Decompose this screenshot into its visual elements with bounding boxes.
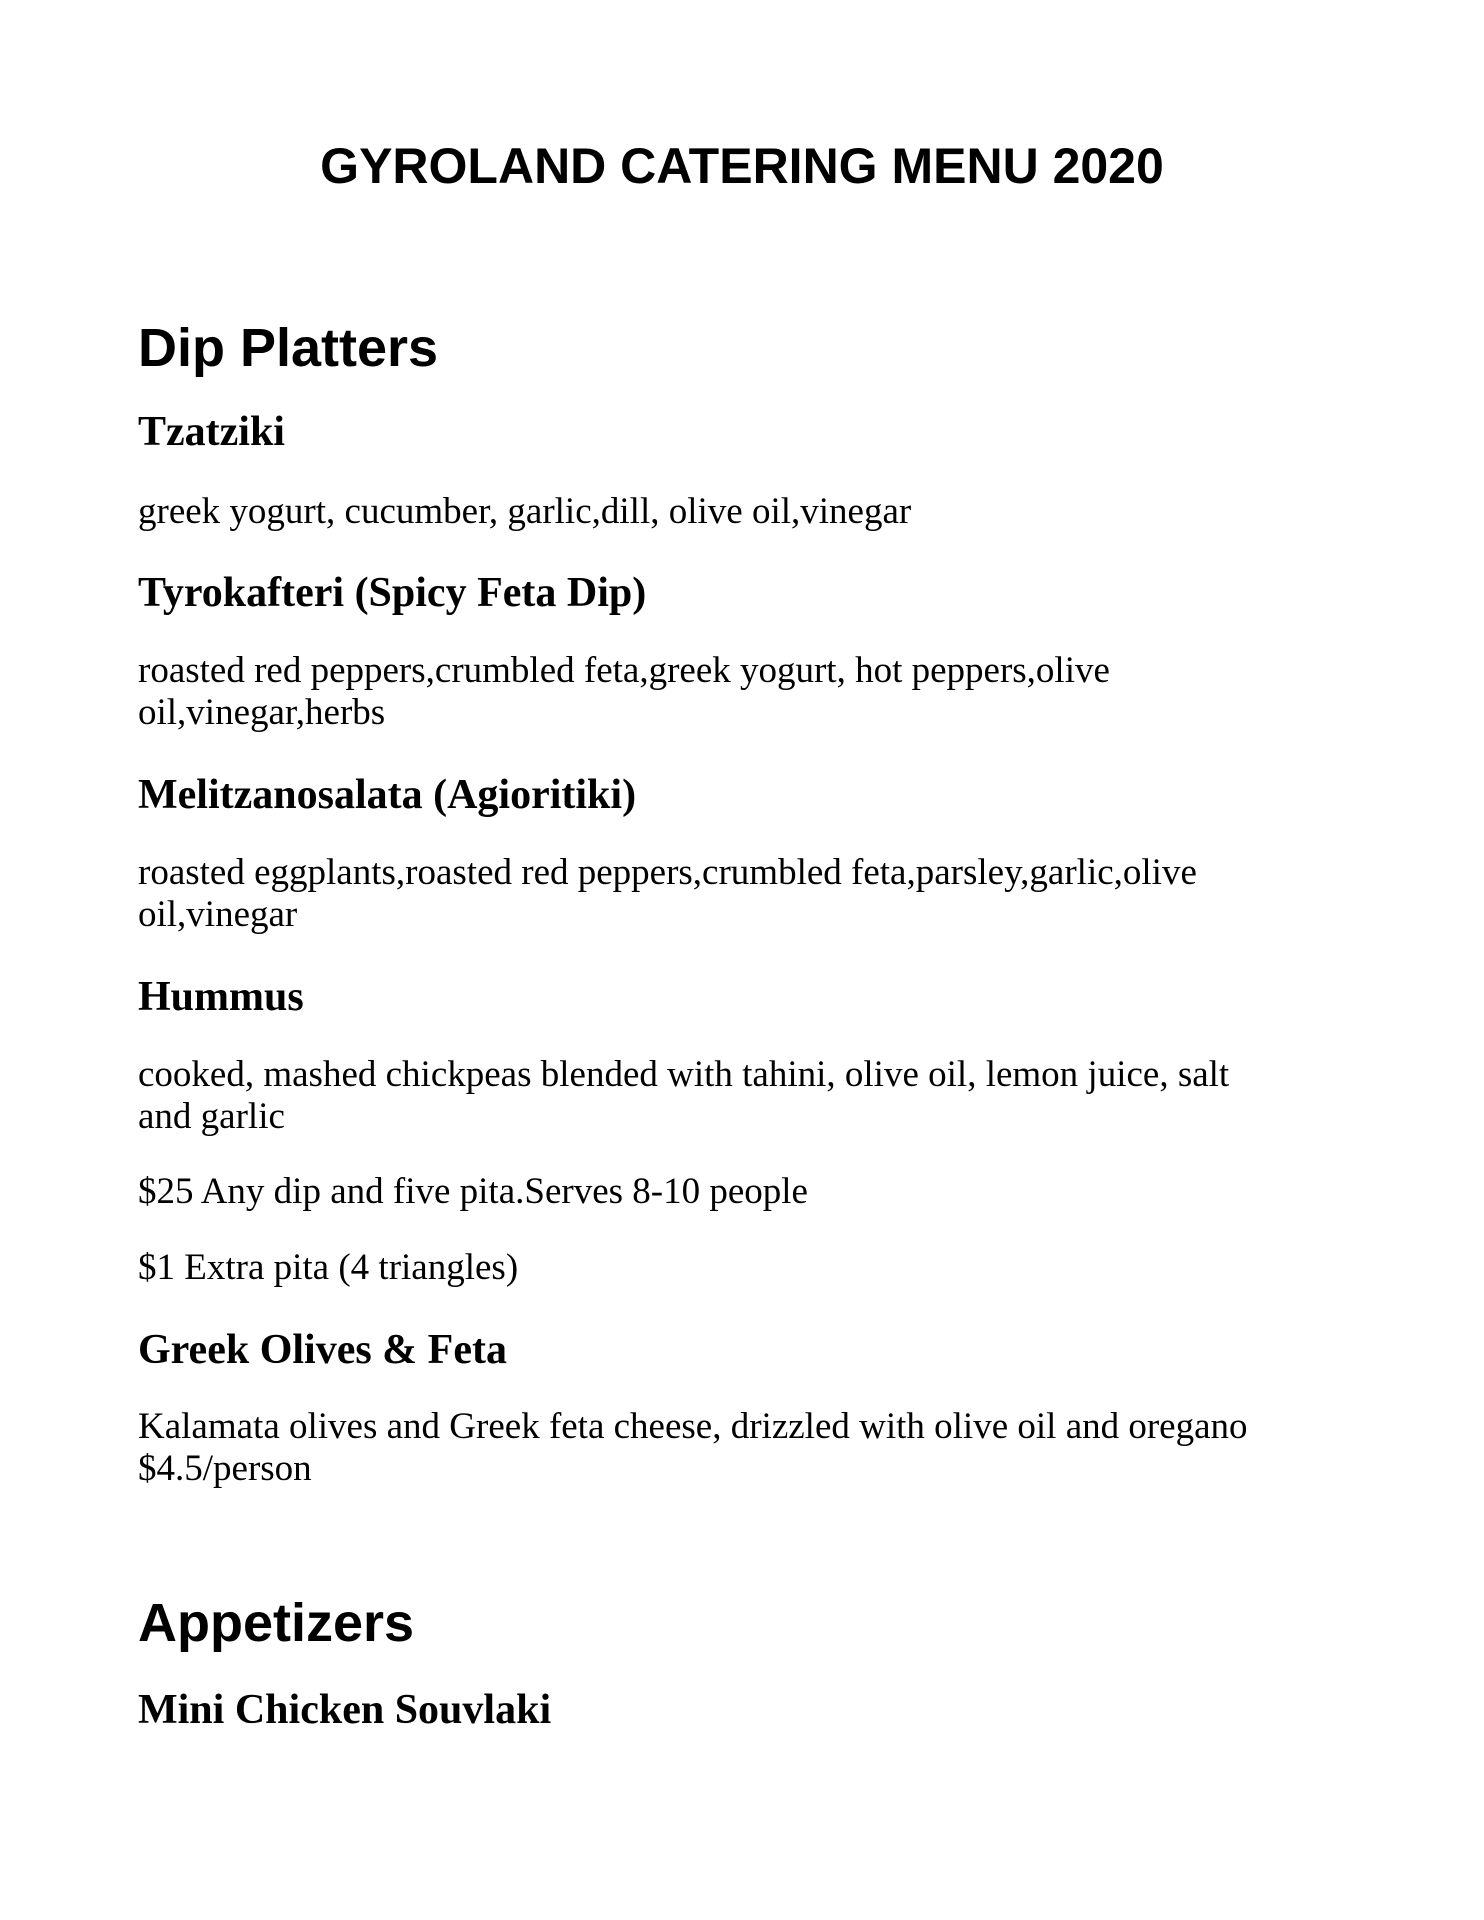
item-description-tzatziki xyxy=(138,491,1358,533)
description-line: Kalamata olives and Greek feta cheese, drizzled with olive oil and oregano xyxy=(138,1406,1248,1447)
description-line: and garlic xyxy=(138,1096,285,1137)
item-name-mini-chicken-souvlaki: Mini Chicken Souvlaki xyxy=(138,1687,552,1733)
description-line: $4.5/person xyxy=(138,1448,312,1489)
description-line: roasted red peppers,crumbled feta,greek yogurt, hot peppers,olive xyxy=(138,650,1110,691)
description-line: greek yogurt, cucumber, garlic,dill, olive oil,vinegar xyxy=(138,491,912,532)
item-name-melitzanosalata: Melitzanosalata (Agioritiki) xyxy=(138,772,637,818)
section-heading-appetizers: Appetizers xyxy=(138,1593,415,1653)
item-name-olives-feta: Greek Olives & Feta xyxy=(138,1327,507,1373)
item-description-melitzanosalata xyxy=(138,852,1358,936)
section-heading-dip-platters: Dip Platters xyxy=(138,318,439,378)
item-name-tzatziki: Tzatziki xyxy=(138,409,285,455)
price-line: $1 Extra pita (4 triangles) xyxy=(138,1247,519,1288)
price-extra-pita xyxy=(138,1247,1358,1289)
description-line: oil,vinegar xyxy=(138,894,298,935)
price-line: $25 Any dip and five pita.Serves 8-10 people xyxy=(138,1171,808,1212)
description-line: cooked, mashed chickpeas blended with tahini, olive oil, lemon juice, salt xyxy=(138,1054,1230,1095)
page-title: GYROLAND CATERING MENU 2020 xyxy=(320,138,1164,194)
item-name-tyrokafteri: Tyrokafteri (Spicy Feta Dip) xyxy=(138,570,647,616)
item-name-hummus: Hummus xyxy=(138,974,304,1020)
item-description-olives-feta xyxy=(138,1406,1358,1490)
description-line: oil,vinegar,herbs xyxy=(138,692,386,733)
item-description-hummus xyxy=(138,1054,1358,1138)
description-line: roasted eggplants,roasted red peppers,crumbled feta,parsley,garlic,olive xyxy=(138,852,1197,893)
price-dip-platter xyxy=(138,1171,1358,1213)
item-description-tyrokafteri xyxy=(138,650,1358,734)
